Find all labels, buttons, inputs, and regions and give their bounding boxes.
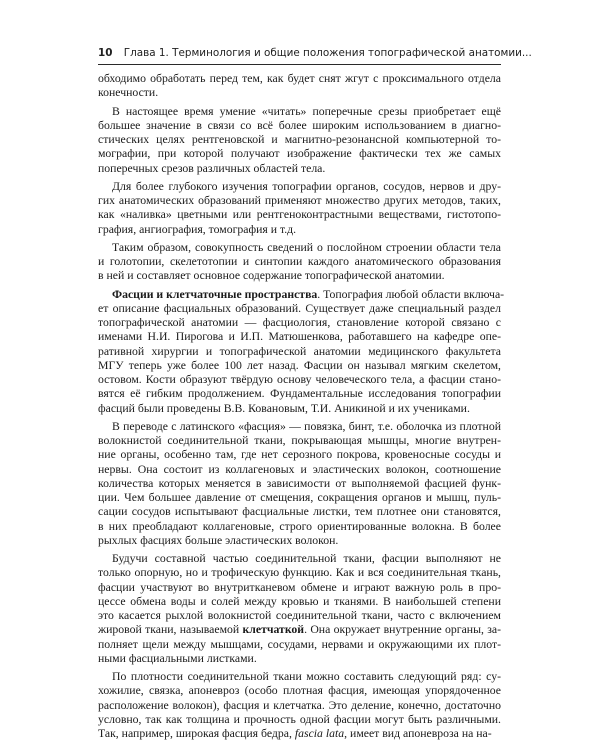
paragraph <box>98 105 501 176</box>
text-line: В переводе с латинского «фасция» — повязка, бинт, т.е. оболочка из плотной <box>112 419 501 433</box>
text-line: именами Н.И. Пирогова и И.П. Матюшенкова, работавшего на кафедре опе- <box>98 330 501 344</box>
header-rule <box>98 64 501 65</box>
body-text <box>98 72 505 745</box>
text-line: вятся её гибким продолжением. Фундаментальные исследования топографии <box>98 387 501 401</box>
text-line: мографии, при которой получают изображение фактически тех же самых <box>98 147 501 161</box>
running-header <box>98 47 532 61</box>
text-line: обходимо обработать перед тем, как будет снят жгут с проксимального отдела <box>98 72 501 85</box>
text-line: Таким образом, совокупность сведений о послойном строении области тела <box>112 240 501 254</box>
text-line: ет описание фасциальных образований. Существует даже специальный раздел <box>98 301 501 315</box>
text-line: жировой ткани, называемой клетчаткой. Она окружает внутренние органы, за- <box>98 623 501 637</box>
text-line: МГУ теперь уже более 100 лет назад. Фасции он называл мягким скелетом, <box>98 358 501 372</box>
paragraph <box>98 180 501 237</box>
paragraph <box>98 552 501 666</box>
text-line: расположение волокон), фасция и клетчатка. Это деление, конечно, достаточно <box>98 698 501 712</box>
text-line: ративной хирургии и топографической анатомии медицинского факультета <box>98 344 501 358</box>
text-line: полняет щели между мышцами, сосудами, нервами и окружающими их плот- <box>98 637 501 651</box>
text-line: в них преобладают коллагеновые, строго ориентированные волокна. В более <box>98 519 501 533</box>
text-line: ции. Чем большее давление от смещения, сокращения органов и мышц, пуль- <box>98 491 501 504</box>
paragraph <box>98 72 501 101</box>
text-line: хожилие, связка, апоневроз (особо плотная фасция, имеющая упорядоченное <box>98 684 501 698</box>
text-line: стических целях рентгеновской и магнитно-резонансной компьютерной то- <box>98 133 501 146</box>
text-line: поперечных срезов различных областей тела. <box>98 161 326 175</box>
page-number: 10 <box>98 47 113 59</box>
text-line: только опорную, но и трофическую функцию. Как и вся соединительная ткань, <box>98 566 501 580</box>
text-line: волокнистой соединительной ткани, покрывающая мышцы, многие внутрен- <box>98 434 501 447</box>
text-line: фасции участвуют во внутритканевом обмене и играют важную роль в про- <box>98 580 501 594</box>
text-line: Для более глубокого изучения топографии органов, сосудов, нервов и дру- <box>112 179 501 193</box>
text-line: как «наливка» цветными или рентгеноконтрастными веществами, гистотопо- <box>98 208 501 222</box>
text-line: гих анатомических образований применяют множество других методов, таких, <box>98 194 501 207</box>
text-line: По плотности соединительной ткани можно составить следующий ряд: су- <box>112 670 501 683</box>
text-line: В настоящее время умение «читать» поперечные срезы приобретает ещё <box>112 104 501 118</box>
paragraph <box>98 241 501 284</box>
running-title: Глава 1. Терминология и общие положения топографической анатомии... <box>123 47 532 59</box>
text-line: графия, ангиография, томография и т.д. <box>98 222 297 236</box>
text-line: фасций были проведены В.В. Ковановым, Т.И. Аникиной и их учениками. <box>98 401 470 415</box>
section-lead: Фасции и клетчаточные пространства <box>112 287 318 301</box>
text-line: это касается рыхлой волокнистой соединительной ткани, часто с включением <box>98 609 501 622</box>
text-line: большее значение в связи со всё более широким использованием в диагно- <box>98 118 501 132</box>
text-line: нервы. Она состоит из коллагеновых и эластических волокон, соотношение <box>98 462 501 476</box>
text-line: условно, так как толщина и прочность одной фасции могут быть различными. <box>98 712 501 726</box>
text-line: Так, например, широкая фасция бедра, fascia lata, имеет вид апоневроза на на- <box>98 727 492 740</box>
text-line: конечности. <box>98 86 159 100</box>
paragraph <box>98 670 501 741</box>
text-line: цессе обмена воды и солей между кровью и тканями. В наибольшей степени <box>98 594 501 608</box>
text-line: ными фасциальными листками. <box>98 651 257 665</box>
text-line: и голотопии, скелетотопии и синтопии каждого анатомического образования <box>98 255 501 268</box>
paragraph <box>98 287 505 416</box>
paragraph <box>98 420 501 548</box>
text-line: остовом. Кости образуют твёрдую основу человеческого тела, а фасции стано- <box>98 373 501 386</box>
text-line: Будучи составной частью соединительной ткани, фасции выполняют не <box>112 552 501 565</box>
text-line: рыхлых фасциях больше эластических волокон. <box>98 533 339 547</box>
text-line: ние органы, особенно там, где нет серозного покрова, кровеносные сосуды и <box>98 448 501 462</box>
text-line: топографической анатомии — фасциология, становление которой связано с <box>98 316 501 329</box>
text-line: Фасции и клетчаточные пространства. Топография любой области включа- <box>112 287 505 301</box>
text-line: количества которых меняется в зависимости от выполняемой фасцией функ- <box>98 476 501 490</box>
text-line: сации сосудов испытывают фасциальные листки, тем плотнее они становятся, <box>98 505 501 519</box>
text-line: в ней и составляет основное содержание топографической анатомии. <box>98 269 445 283</box>
